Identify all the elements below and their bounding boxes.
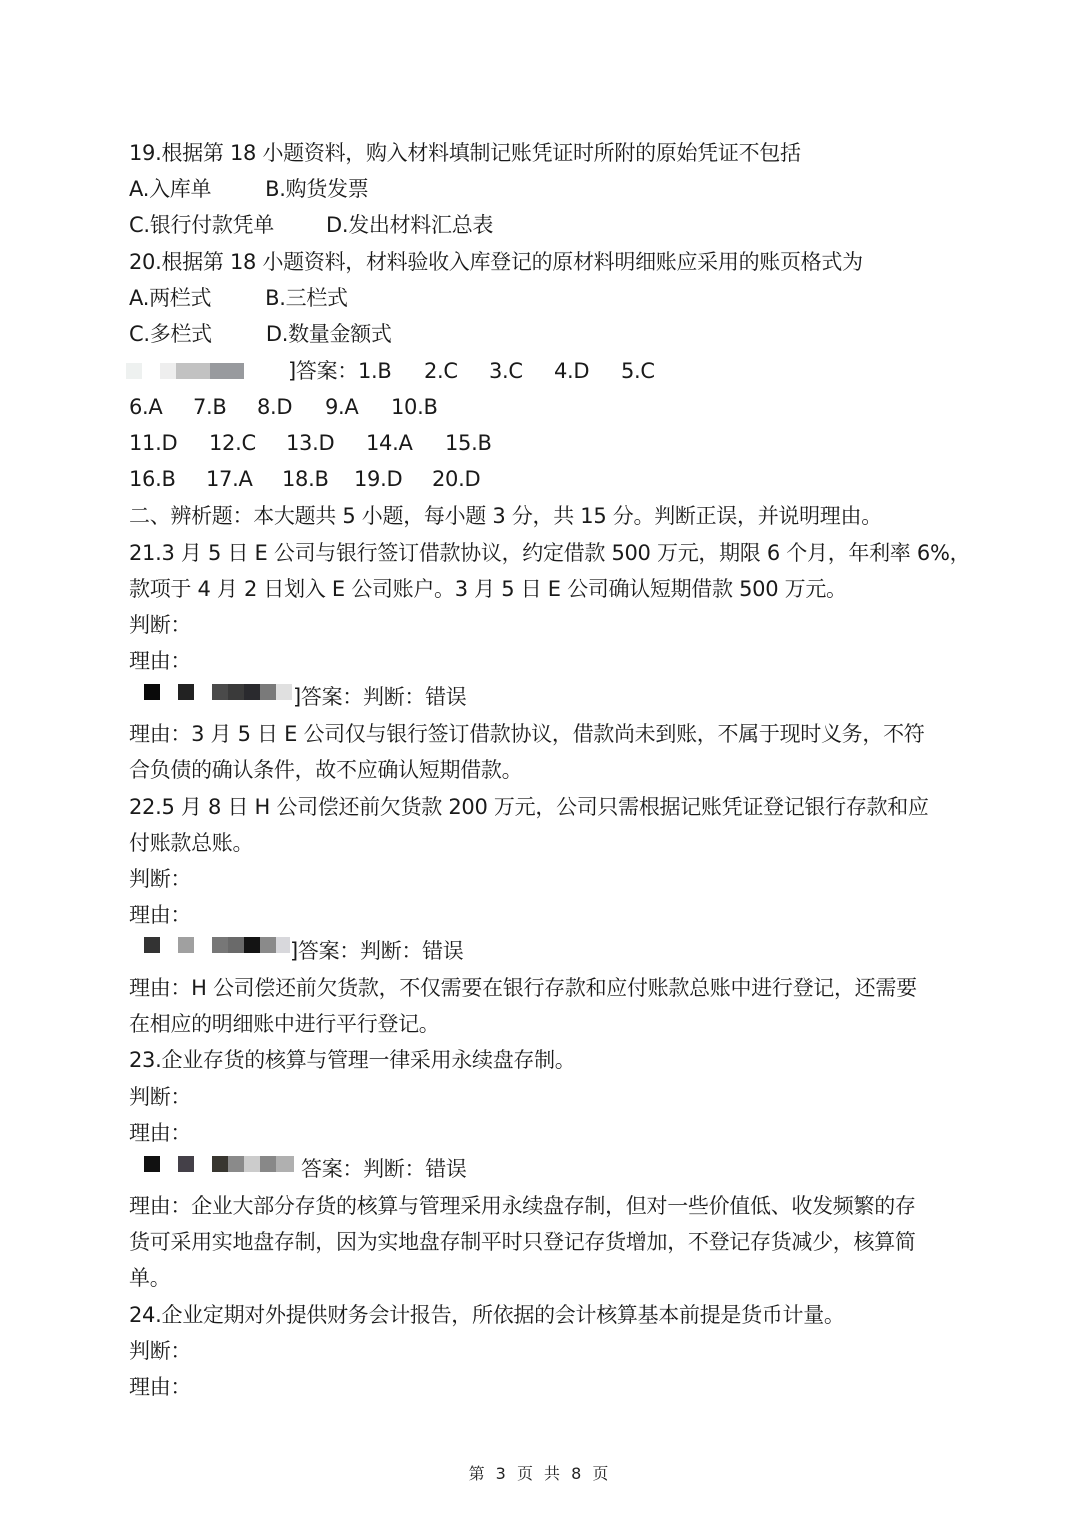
option-b: B.购货发票 [265,177,369,201]
mc-answers-row-2 [129,394,438,420]
question-21-reason-line-2: 合负债的确认条件，故不应确认短期借款。 [129,758,523,782]
question-24-stem: 24.企业定期对外提供财务会计报告，所依据的会计核算基本前提是货币计量。 [129,1303,845,1327]
reason-label: 理由： [129,903,192,927]
question-19-options-row-2 [129,212,493,238]
question-22-stem-line-1: 22.5 月 8 日 H 公司偿还前欠货款 200 万元，公司只需根据记账凭证登记银行存款和应 [129,795,929,819]
judge-label: 判断： [129,1085,192,1109]
mc-answers-row-1 [288,358,655,384]
option-c: C.多栏式 [129,322,212,346]
answer-item: 3.C [489,359,523,383]
answer-item: 1.B [358,359,392,383]
question-22-reason-line-1: 理由：H 公司偿还前欠货款，不仅需要在银行存款和应付账款总账中进行登记，还需要 [129,976,917,1000]
judge-label: 判断： [129,867,192,891]
answer-item: 4.D [554,359,590,383]
answer-item: 20.D [432,467,481,491]
question-20-options-row-1 [129,285,348,311]
answer-item: 9.A [325,395,359,419]
question-20-options-row-2 [129,321,392,347]
option-c: C.银行付款凭单 [129,213,274,237]
option-a: A.两栏式 [129,286,212,310]
question-23-reason-line-2: 货可采用实地盘存制，因为实地盘存制平时只登记存货增加，不登记存货减少，核算简 [129,1230,916,1254]
option-d: D.发出材料汇总表 [325,213,494,237]
answer-item: 16.B [129,467,176,491]
question-23-reason-line-3: 单。 [129,1266,171,1290]
question-21-answer: ]答案：判断：错误 [293,685,467,709]
option-a: A.入库单 [129,177,212,201]
page-number: 第 3 页 共 8 页 [468,1464,612,1483]
question-21-stem-line-2: 款项于 4 月 2 日划入 E 公司账户。3 月 5 日 E 公司确认短期借款 500 万元。 [129,577,847,601]
question-23-reason-line-1: 理由：企业大部分存货的核算与管理采用永续盘存制，但对一些价值低、收发频繁的存 [129,1194,916,1218]
option-b: B.三栏式 [265,286,348,310]
question-19-options-row-1 [129,176,368,202]
question-20-stem: 20.根据第 18 小题资料，材料验收入库登记的原材料明细账应采用的账页格式为 [129,250,863,274]
answer-item: 14.A [366,431,413,455]
mc-answers-row-4 [129,466,480,492]
reason-label: 理由： [129,1375,192,1399]
question-22-reason-line-2: 在相应的明细账中进行平行登记。 [129,1012,440,1036]
question-22-stem-line-2: 付账款总账。 [129,831,254,855]
mc-answers-row-3 [129,430,492,456]
answer-item: 19.D [354,467,403,491]
reason-label: 理由： [129,649,192,673]
section-2-heading: 二、辨析题：本大题共 5 小题，每小题 3 分，共 15 分。判断正误，并说明理由。 [129,504,882,528]
option-d: D.数量金额式 [265,322,392,346]
answer-item: 15.B [445,431,492,455]
question-19-stem: 19.根据第 18 小题资料，购入材料填制记账凭证时所附的原始凭证不包括 [129,141,801,165]
answer-item: 8.D [257,395,293,419]
answer-label: ]答案： [288,359,358,383]
answer-item: 18.B [282,467,329,491]
question-22-answer: ]答案：判断：错误 [290,939,464,963]
reason-label: 理由： [129,1121,192,1145]
answer-item: 10.B [391,395,438,419]
answer-item: 7.B [193,395,227,419]
answer-item: 5.C [621,359,655,383]
judge-label: 判断： [129,613,192,637]
answer-item: 12.C [209,431,256,455]
judge-label: 判断： [129,1339,192,1363]
answer-item: 2.C [424,359,458,383]
answer-item: 13.D [286,431,335,455]
question-21-reason-line-1: 理由：3 月 5 日 E 公司仅与银行签订借款协议，借款尚未到账，不属于现时义务，不符 [129,722,925,746]
question-21-stem-line-1: 21.3 月 5 日 E 公司与银行签订借款协议，约定借款 500 万元，期限 6 个月，年利率 6%， [129,541,971,565]
question-23-stem: 23.企业存货的核算与管理一律采用永续盘存制。 [129,1048,576,1072]
answer-item: 11.D [129,431,178,455]
question-23-answer: 答案：判断：错误 [301,1157,467,1181]
answer-item: 17.A [206,467,253,491]
answer-item: 6.A [129,395,163,419]
